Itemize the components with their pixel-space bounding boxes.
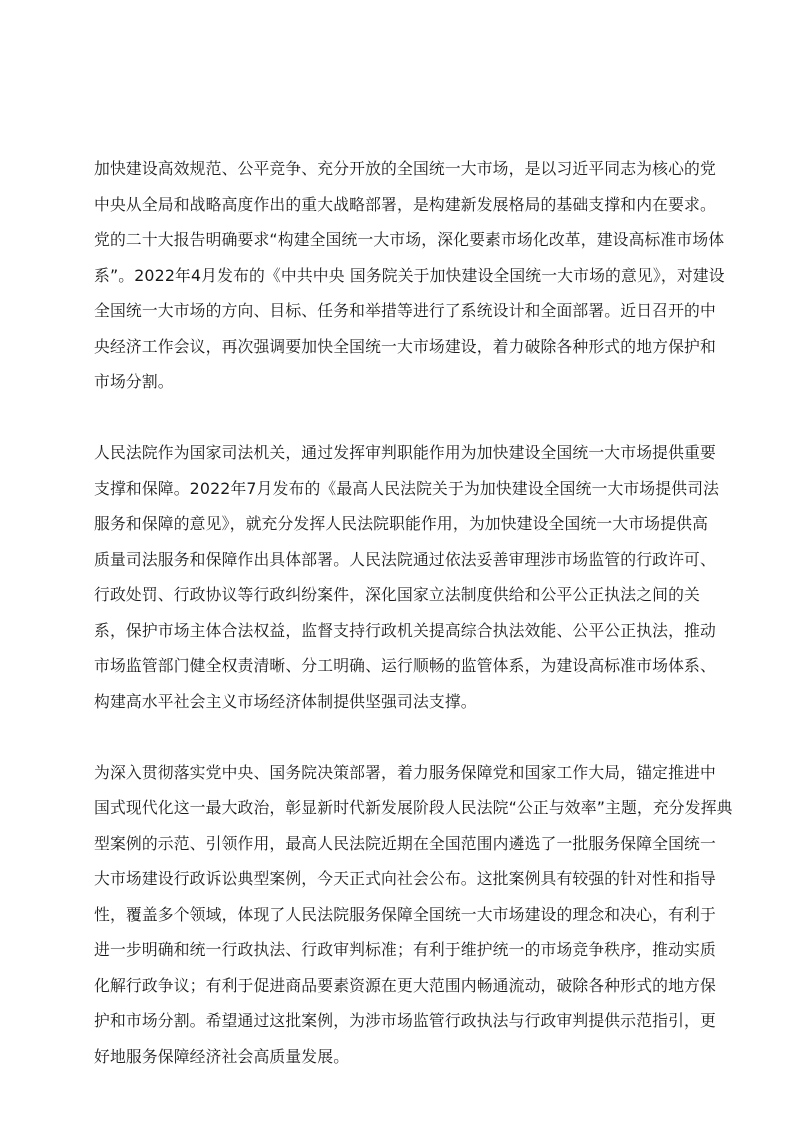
paragraph-3: [94, 755, 734, 1075]
paragraph-line: 性，覆盖多个领域，体现了人民法院服务保障全国统一大市场建设的理念和决心，有利于: [94, 904, 716, 924]
paragraph-line: 中央从全局和战略高度作出的重大战略部署，是构建新发展格局的基础支撑和内在要求。: [94, 194, 716, 214]
paragraph-line: 系，保护市场主体合法权益，监督支持行政机关提高综合执法效能、公平公正执法，推动: [94, 620, 716, 640]
paragraph-line: 党的二十大报告明确要求“构建全国统一大市场，深化要素市场化改革，建设高标准市场体: [94, 230, 725, 249]
paragraph-line: 全国统一大市场的方向、目标、任务和举措等进行了系统设计和全面部署。近日召开的中: [94, 301, 716, 320]
paragraph-line: 质量司法服务和保障作出具体部署。人民法院通过依法妥善审理涉市场监管的行政许可、: [94, 549, 716, 569]
document-body: [94, 151, 734, 1074]
paragraph-line: 行政处罚、行政协议等行政纠纷案件，深化国家立法制度供给和公平公正执法之间的关: [94, 585, 700, 604]
paragraph-line: 人民法院作为国家司法机关，通过发挥审判职能作用为加快建设全国统一大市场提供重要: [94, 443, 716, 462]
paragraph-line: 化解行政争议；有利于促进商品要素资源在更大范围内畅通流动，破除各种形式的地方保: [94, 975, 716, 995]
paragraph-line: 服务和保障的意见》，就充分发挥人民法院职能作用，为加快建设全国统一大市场提供高: [94, 514, 709, 533]
paragraph-line: 市场监管部门健全权责清晰、分工明确、运行顺畅的监管体系，为建设高标准市场体系、: [94, 656, 716, 675]
paragraph-line: 型案例的示范、引领作用，最高人民法院近期在全国范围内遴选了一批服务保障全国统一: [94, 833, 716, 853]
paragraph-1: [94, 151, 734, 400]
paragraph-spacer: [94, 400, 734, 436]
paragraph-line: 国式现代化这一最大政治，彰显新时代新发展阶段人民法院“公正与效率”主题，充分发挥典: [94, 798, 733, 817]
paragraph-line: 市场分割。: [94, 372, 174, 391]
paragraph-line: 加快建设高效规范、公平竞争、充分开放的全国统一大市场，是以习近平同志为核心的党: [94, 159, 716, 178]
paragraph-line: 大市场建设行政诉讼典型案例，今天正式向社会公布。这批案例具有较强的针对性和指导: [94, 869, 716, 888]
paragraph-2: [94, 435, 734, 719]
paragraph-line: 支撑和保障。2022年7月发布的《最高人民法院关于为加快建设全国统一大市场提供司法: [94, 478, 720, 498]
paragraph-spacer: [94, 719, 734, 755]
paragraph-line: 系”。2022年4月发布的《中共中央 国务院关于加快建设全国统一大市场的意见》，对建设: [94, 265, 725, 285]
paragraph-line: 构建高水平社会主义市场经济体制提供坚强司法支撑。: [94, 691, 477, 711]
paragraph-line: 进一步明确和统一行政执法、行政审判标准；有利于维护统一的市场竞争秩序，推动实质: [94, 940, 716, 959]
paragraph-line: 好地服务保障经济社会高质量发展。: [94, 1046, 350, 1066]
paragraph-line: 为深入贯彻落实党中央、国务院决策部署，着力服务保障党和国家工作大局，锚定推进中: [94, 762, 716, 782]
paragraph-line: 护和市场分割。希望通过这批案例，为涉市场监管行政执法与行政审判提供示范指引，更: [94, 1011, 716, 1030]
paragraph-line: 央经济工作会议，再次强调要加快全国统一大市场建设，着力破除各种形式的地方保护和: [94, 336, 716, 356]
